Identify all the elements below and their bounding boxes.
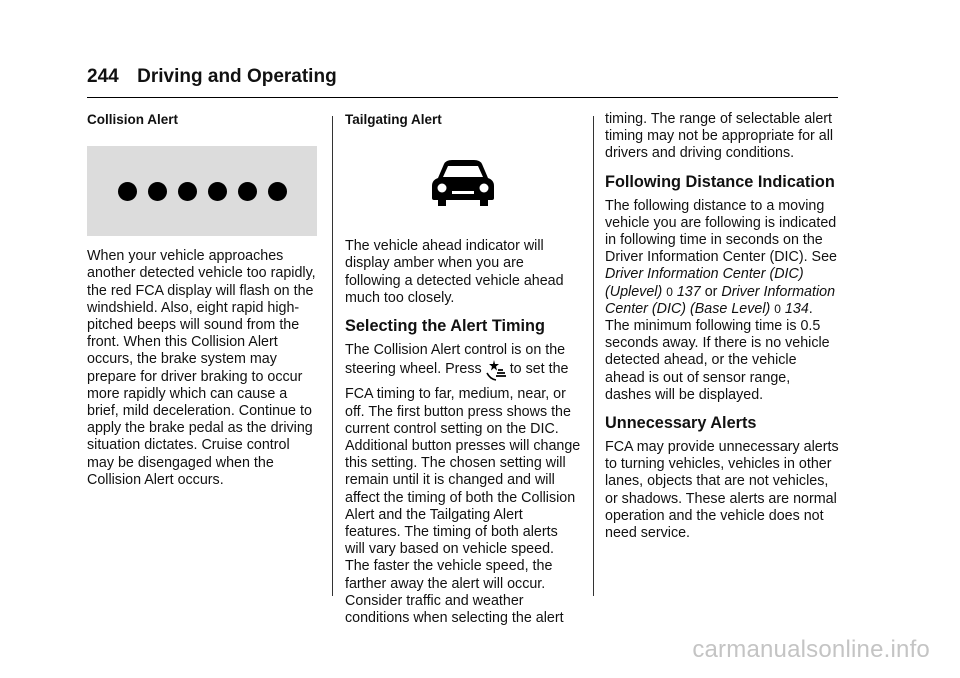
dic-base-link[interactable]: Driver Information Center (DIC) (Base Level) [605,283,836,317]
dic-uplevel-page[interactable]: 137 [676,283,701,300]
alert-timing-text-a: The Collision Alert control is on the steering wheel. Press [345,342,566,378]
dic-uplevel-link[interactable]: Driver Information Center (DIC) (Uplevel) [605,266,804,300]
collision-alert-subhead: Collision Alert [87,112,179,127]
or-text: or [704,283,718,300]
alert-dot-icon [238,182,257,201]
vehicle-ahead-timing-icon [485,359,507,386]
watermark: carmanualsonline.info [692,636,930,663]
alert-timing-text-b: to set the FCA timing to far, medium, near, or off. The first button press shows the current control setting on the DIC. Additional button presses will change this setting. The chosen setting will remain until it is changed and will affect the timing of both the Collision Alert and the Tailgating Alert features. The timing of both alerts will vary based on vehicle speed. The faster the vehicle speed, the farther away the alert will occur. Consider traffic and weather conditions when selecting the alert [345,361,581,627]
alert-timing-continued: timing. The range of selectable alert timing may not be appropriate for all drivers and driving conditions. [605,111,834,162]
column-2 [345,111,581,627]
column-divider [332,116,333,596]
column-1 [87,111,319,489]
alert-dot-icon [268,182,287,201]
collision-alert-body: When your vehicle approaches another detected vehicle too rapidly, the red FCA display will flash on the windshield. Also, eight rapid high-pitched beeps will sound from the front. When this Collision Alert occurs, the brake system may prepare for driver braking to occur more rapidly which can cause a brief, mild deceleration. Continue to apply the brake pedal as the driving situation dictates. Cruise control may be disengaged when the Collision Alert occurs. [87,248,316,488]
alert-dot-icon [178,182,197,201]
column-3 [605,111,839,542]
unnecessary-alerts-body: FCA may provide unnecessary alerts to turning vehicles, vehicles in other lanes, objects that are not vehicles, or shadows. These alerts are normal operation and the vehicle does not need service. [605,439,839,542]
page-header [87,66,837,88]
header-rule [87,97,838,98]
tailgating-alert-subhead: Tailgating Alert [345,112,442,127]
alert-dot-icon [148,182,167,201]
following-distance-heading: Following Distance Indication [605,172,835,191]
vehicle-ahead-icon [430,158,496,208]
unnecessary-alerts-heading: Unnecessary Alerts [605,414,757,433]
collision-alert-figure [87,146,317,236]
tailgating-alert-body: The vehicle ahead indicator will display amber when you are following a detected vehicle ahead much too closely. [345,238,564,306]
following-distance-text-a: The following distance to a moving vehicle you are following is indicated in following time in seconds on the Driver Information Center (DIC). See [605,197,837,266]
section-title: Driving and Operating [137,66,337,87]
alert-dot-icon [208,182,227,201]
page-ref-arrow: 0 [774,301,781,316]
page-number: 244 [87,66,119,87]
dic-base-page[interactable]: 134 [784,300,809,317]
following-distance-body [605,198,839,404]
alert-dot-icon [118,182,137,201]
tailgating-alert-figure [345,128,581,238]
page-ref-arrow: 0 [666,284,673,299]
selecting-alert-timing-heading: Selecting the Alert Timing [345,317,545,336]
following-distance-text-b: . The minimum following time is 0.5 seconds away. If there is no vehicle detected ahead, or the vehicle ahead is out of sensor range, dashes will be displayed. [605,300,830,403]
column-divider [593,116,594,596]
alert-timing-body [345,342,581,627]
